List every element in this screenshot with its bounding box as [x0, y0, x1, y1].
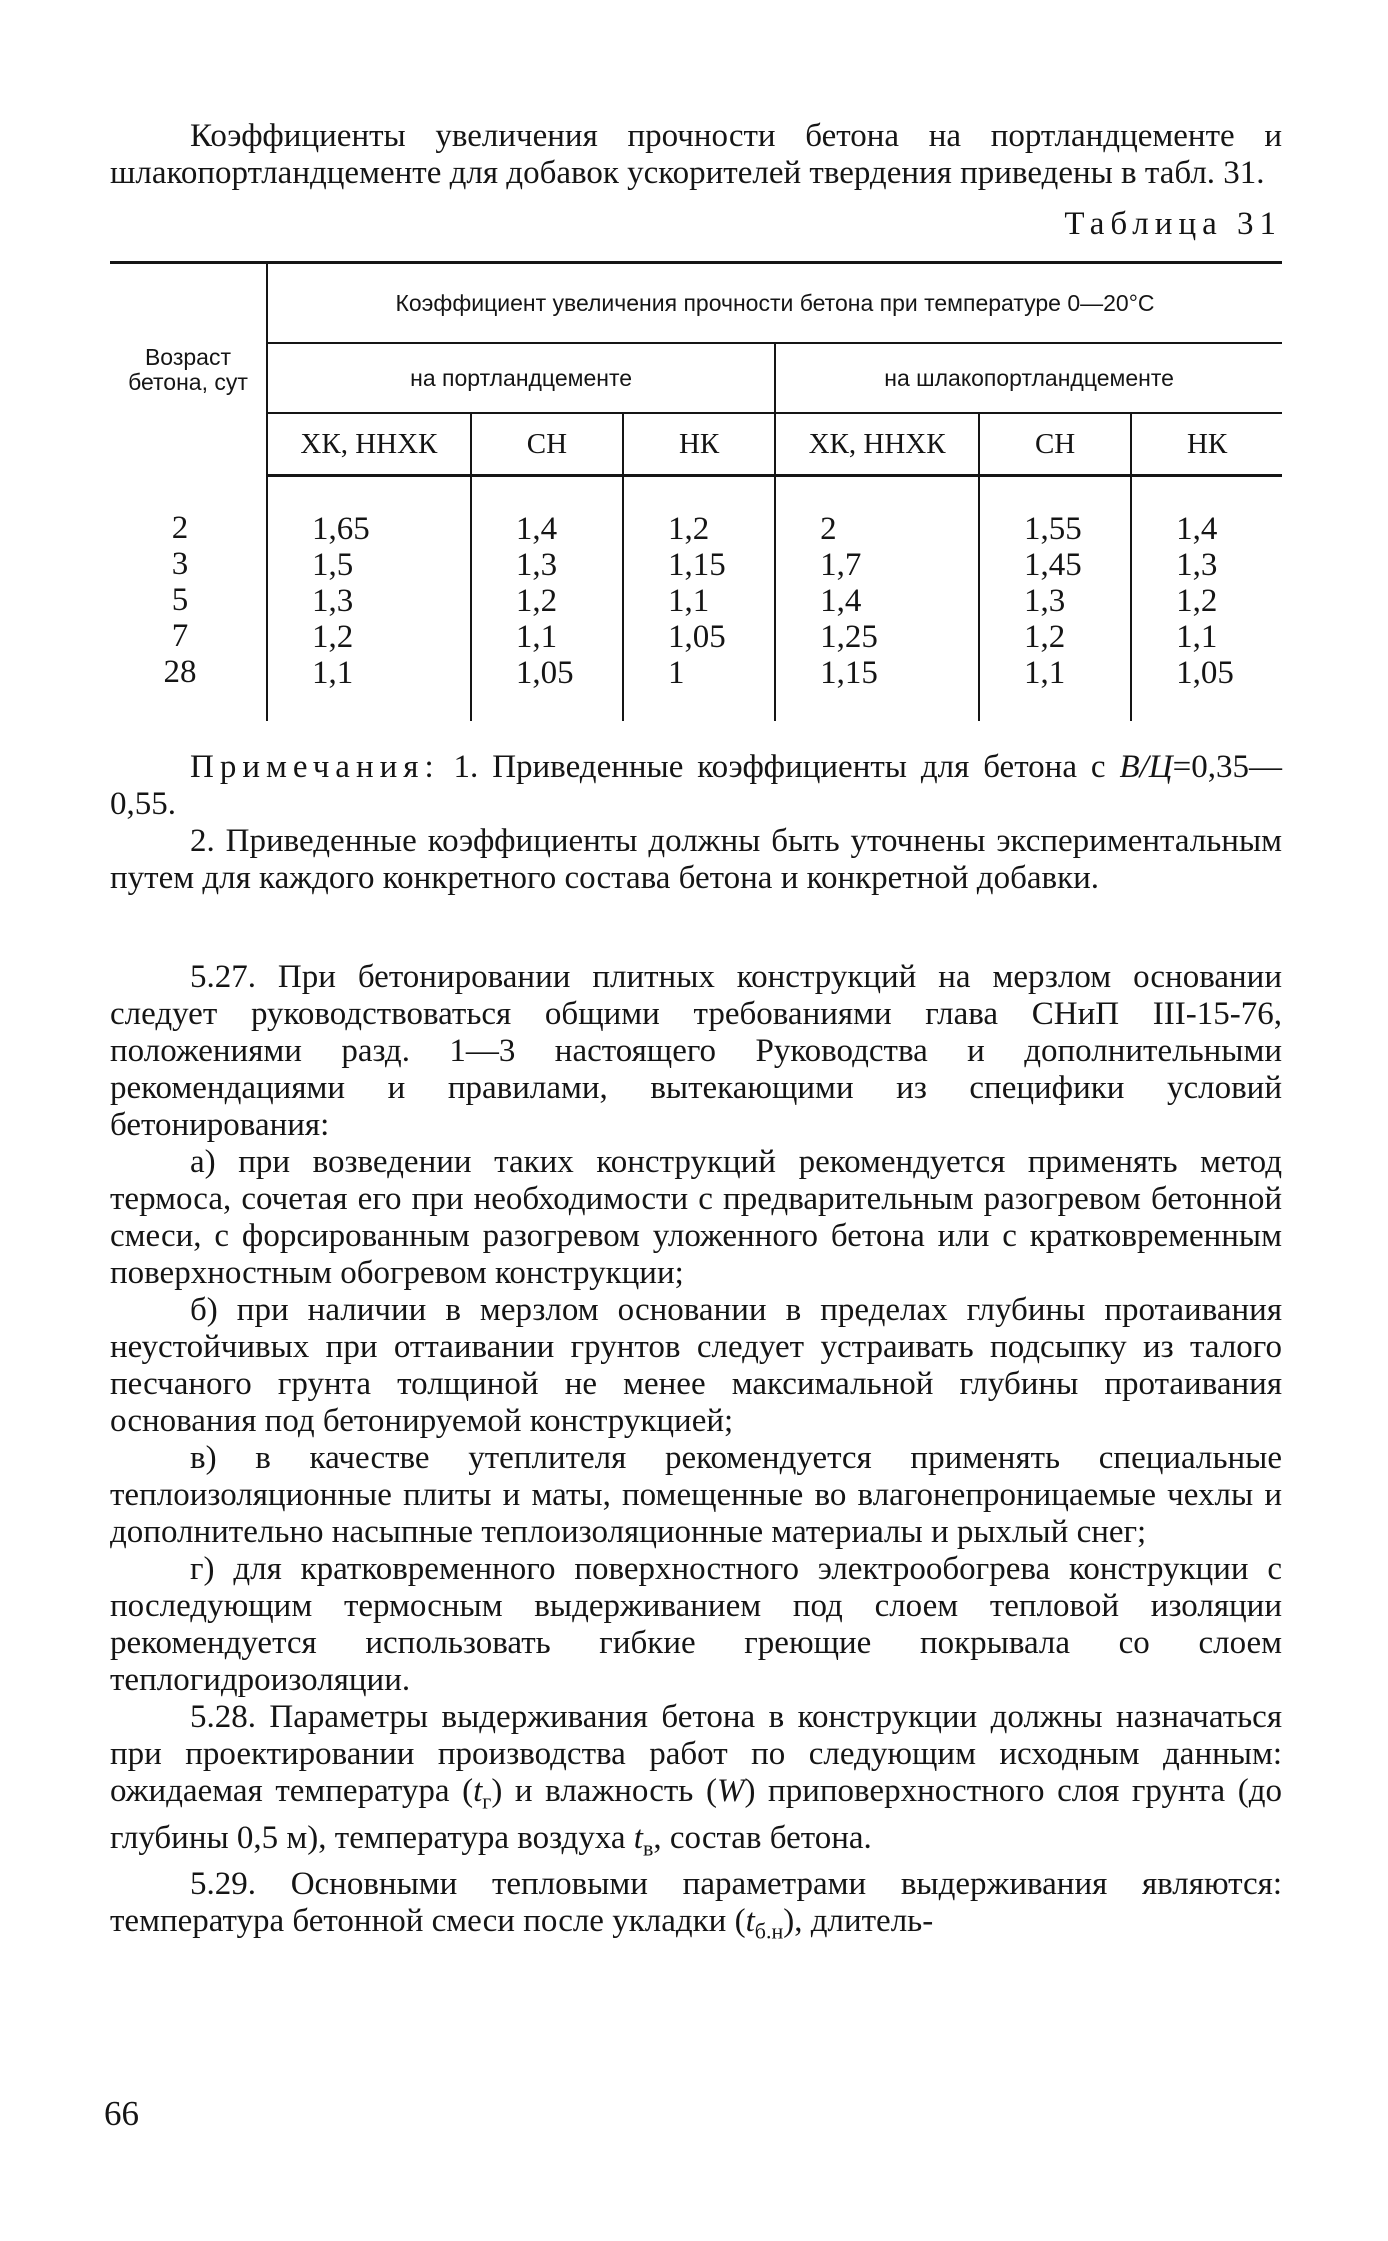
- note-2: 2. Приведенные коэффициенты должны быть уточнены экспериментальным путем для каждого конкретного состава бетона и конкретной добавки.: [110, 823, 1282, 896]
- subscript: в: [642, 1835, 654, 1861]
- table-cell: 5: [171, 581, 189, 618]
- table-cell: 1,3: [1024, 583, 1066, 619]
- symbol-t: t: [745, 1903, 755, 1940]
- table-cell: 1,3: [1176, 547, 1218, 583]
- wc-ratio: В/Ц: [1119, 749, 1173, 785]
- table-cell: 1,5: [312, 547, 354, 583]
- group-portland-header: на портландцементе: [267, 343, 775, 413]
- p528-text-c: ) приповерхностного слоя грунта (до глубины 0,5 м), температура воздуха: [110, 1773, 1282, 1856]
- value-column: [979, 476, 1131, 722]
- table-cell: 1,2: [1176, 583, 1218, 619]
- table-body-row: [110, 476, 1282, 722]
- table-cell: 1,2: [515, 583, 558, 619]
- coefficients-table: [110, 261, 1282, 721]
- table-caption: Таблица 31: [1064, 206, 1282, 242]
- age-column: [110, 476, 267, 722]
- page-number: 66: [104, 2094, 139, 2133]
- table-subheader-row: [110, 413, 1282, 476]
- table-cell: 1,3: [312, 583, 354, 619]
- subheader-cell: ХК, ННХК: [267, 413, 471, 476]
- table-cell: 3: [171, 545, 189, 582]
- page-content: [110, 118, 1282, 1950]
- note-1-text: 1. Приведенные коэффициенты для бетона с: [439, 749, 1120, 785]
- value-column: [267, 476, 471, 722]
- p528-text-d: , состав бетона.: [653, 1819, 872, 1856]
- note-1: [110, 749, 1282, 823]
- p528-text-a: 5.28. Параметры выдерживания бетона в конструкции должны назначаться при проектировании производства работ по следующим исходным данным: ожидаемая температура (: [110, 1699, 1282, 1809]
- p529-text-b: ), длитель-: [783, 1903, 934, 1940]
- table-cell: 1,15: [820, 655, 878, 691]
- table-cell: 1,1: [1024, 655, 1066, 691]
- table-cell: 1,2: [668, 511, 710, 547]
- subheader-cell: НК: [623, 413, 775, 476]
- subheader-cell: ХК, ННХК: [775, 413, 979, 476]
- p528-text-b: ) и влажность (: [491, 1773, 717, 1809]
- coef-header: Коэффициент увеличения прочности бетона при температуре 0—20°С: [267, 263, 1282, 344]
- group-slag-header: на шлакопортландцементе: [775, 343, 1282, 413]
- note-1-value: =0,35—0,55.: [110, 749, 1282, 822]
- table-cell: 1,65: [312, 511, 370, 547]
- list-item-a: а) при возведении таких конструкций рекомендуется применять метод термоса, сочетая его при необходимости с предварительным разогревом бетонной смеси, с форсированным разогревом уложенного бетона или с кратковременным поверхностным обогревом конструкции;: [110, 1144, 1282, 1291]
- value-column: [1131, 476, 1282, 722]
- table-cell: 1,2: [312, 619, 354, 655]
- subscript: г: [482, 1788, 492, 1814]
- table-cell: 1,1: [668, 583, 710, 619]
- table-cell: 2: [171, 509, 189, 546]
- table-cell: 1,05: [1176, 655, 1234, 691]
- subheader-cell: СН: [471, 413, 623, 476]
- notes-label: Примечания:: [190, 749, 440, 785]
- paragraph-5-27: 5.27. При бетонировании плитных конструкций на мерзлом основании следует руководствоваться общими требованиями глава СНиП III-15-76, положениями разд. 1—3 настоящего Руководства и дополнительными рекомендациями и правилами, вытекающими из специфики условий бетонирования:: [110, 959, 1282, 1143]
- table-cell: 1,05: [668, 619, 726, 655]
- table-cell: 1,15: [668, 547, 726, 583]
- list-item-v: в) в качестве утеплителя рекомендуется применять специальные теплоизоляционные плиты и маты, помещенные во влагонепроницаемые чехлы и дополнительно насыпные теплоизоляционные материалы и рыхлый снег;: [110, 1440, 1282, 1550]
- symbol-w: W: [716, 1773, 745, 1809]
- table-cell: 1,1: [312, 655, 354, 691]
- table-cell: 1,55: [1024, 511, 1082, 547]
- table-cell: 28: [163, 653, 197, 690]
- value-column: [623, 476, 775, 722]
- value-column: [775, 476, 979, 722]
- table-cell: 2: [820, 511, 837, 547]
- table-cell: 1,05: [515, 655, 574, 691]
- table-cell: 1: [668, 655, 685, 691]
- subscript: б.н: [754, 1918, 784, 1944]
- intro-paragraph: Коэффициенты увеличения прочности бетона на портландцементе и шлакопортландцементе для добавок ускорителей твердения приведены в табл. 31.: [110, 118, 1282, 191]
- paragraph-5-29: [110, 1866, 1282, 1950]
- list-item-g: г) для кратковременного поверхностного электрообогрева конструкции с последующим термосным выдерживанием под слоем тепловой изоляции рекомендуется использовать гибкие греющие покрывала со слоем теплогидроизоляции.: [110, 1551, 1282, 1698]
- p529-text-a: 5.29. Основными тепловыми параметрами выдерживания являются: температура бетонной смеси после укладки (: [110, 1866, 1282, 1940]
- table-group-row: [110, 343, 1282, 413]
- symbol-t: t: [473, 1773, 483, 1809]
- table-cell: 7: [171, 617, 189, 654]
- subheader-cell: СН: [979, 413, 1131, 476]
- table-cell: 1,7: [820, 547, 862, 583]
- subheader-cell: НК: [1131, 413, 1282, 476]
- table-cell: 1,1: [1176, 619, 1218, 655]
- table-cell: 1,25: [820, 619, 878, 655]
- table-cell: 1,3: [515, 547, 558, 583]
- table-cell: 1,4: [515, 511, 558, 547]
- table-cell: 1,2: [1024, 619, 1066, 655]
- paragraph-5-28: [110, 1699, 1282, 1866]
- table-cell: 1,45: [1024, 547, 1082, 583]
- list-item-b: б) при наличии в мерзлом основании в пределах глубины протаивания неустойчивых при оттаивании грунтов следует устраивать подсыпку из талого песчаного грунта толщиной не менее максимальной глубины протаивания основания под бетонируемой конструкцией;: [110, 1292, 1282, 1439]
- table-cell: 1,1: [515, 619, 558, 655]
- table-header-row: [110, 263, 1282, 344]
- age-header: Возраст бетона, сут: [110, 263, 267, 476]
- value-column: [471, 476, 623, 722]
- table-cell: 1,4: [820, 583, 862, 619]
- table-cell: 1,4: [1176, 511, 1218, 547]
- symbol-t: t: [633, 1819, 643, 1856]
